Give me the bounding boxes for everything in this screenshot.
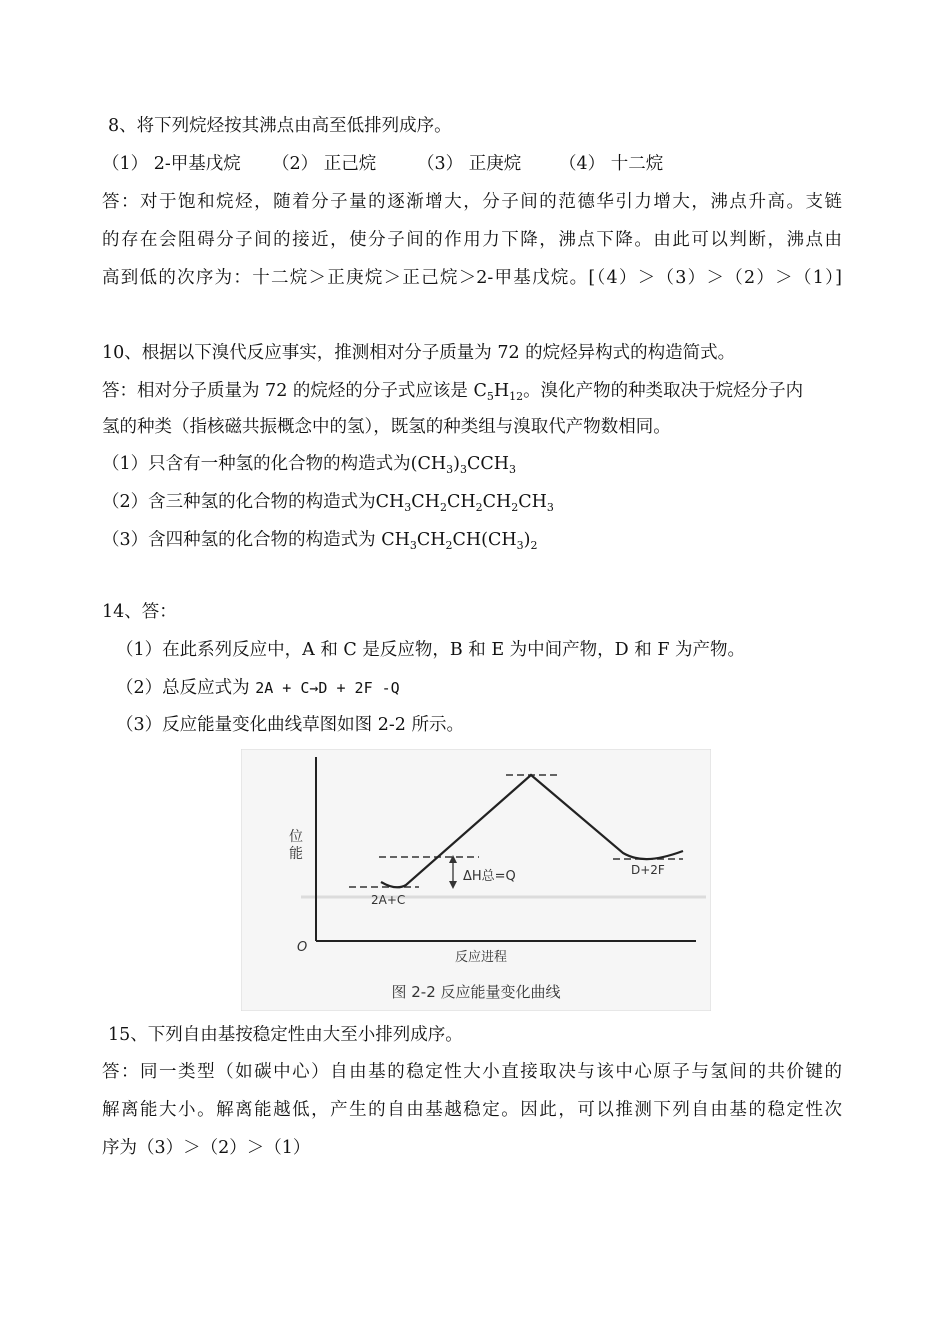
q10-item-2: （2）含三种氢的化合物的构造式为$CH_3CH_2CH_2CH_2CH_3$ — [102, 492, 554, 514]
q8-option-3: （3） 正庚烷 — [417, 154, 522, 174]
delta-h-label: ΔH总=Q — [463, 869, 516, 884]
q15-answer-line-1: 答：同一类型（如碳中心）自由基的稳定性大小直接取决与该中心原子与氢间的共价键的 — [102, 1062, 842, 1082]
y-axis-label-bottom: 能 — [289, 846, 303, 862]
product-label: D+2F — [631, 863, 665, 877]
q15-title: 15、下列自由基按稳定性由大至小排列成序。 — [108, 1025, 463, 1045]
origin-label: O — [297, 940, 308, 955]
q8-option-2: （2） 正己烷 — [272, 154, 377, 174]
q10-item-3: （3）含四种氢的化合物的构造式为 $CH_3CH_2CH(CH_3)_2$ — [102, 530, 538, 552]
q8-option-4: （4） 十二烷 — [559, 154, 664, 174]
energy-diagram-figure — [241, 749, 711, 1011]
q8-answer-line-1: 答：对于饱和烷烃，随着分子量的逐渐增大，分子间的范德华引力增大，沸点升高。支链 — [102, 192, 842, 212]
formula-pentane: $CH_3CH_2CH_2CH_2CH_3$ — [375, 492, 554, 514]
q8-answer-line-2: 的存在会阻碍分子间的接近，使分子间的作用力下降，沸点下降。由此可以判断，沸点由 — [102, 230, 842, 250]
q14-item-1: （1）在此系列反应中，A 和 C 是反应物，B 和 E 为中间产物，D 和 F 为产物。 — [116, 640, 746, 660]
q10-answer-line-2: 氢的种类（指核磁共振概念中的氢），既氢的种类组与溴取代产物数相同。 — [102, 417, 671, 437]
q15-answer-line-2: 解离能大小。解离能越低，产生的自由基越稳定。因此，可以推测下列自由基的稳定性次 — [102, 1100, 842, 1120]
reactant-label: 2A+C — [371, 893, 406, 907]
q8-title: 8、将下列烷烃按其沸点由高至低排列成序。 — [108, 116, 452, 136]
q8-options — [102, 152, 663, 176]
y-axis-label-top: 位 — [289, 829, 303, 845]
q8-option-1: （1） 2-甲基戊烷 — [102, 154, 241, 174]
overall-equation: 2A + C→D + 2F -Q — [255, 679, 400, 697]
x-axis-label: 反应进程 — [454, 950, 508, 965]
figure-caption: 图 2-2 反应能量变化曲线 — [391, 983, 561, 1001]
q15-answer-line-3: 序为（3）＞（2）＞（1） — [102, 1138, 311, 1158]
formula-isopentane: $CH_3CH_2CH(CH_3)_2$ — [381, 530, 538, 552]
q14-item-2: （2）总反应式为 2A + C→D + 2F -Q — [116, 678, 400, 698]
q8-answer-line-3: 高到低的次序为：十二烷＞正庚烷＞正己烷＞2-甲基戊烷。[（4）＞（3）＞（2）＞（1）] — [102, 268, 842, 288]
q10-answer-line-1: 答：相对分子质量为 72 的烷烃的分子式应该是 $C_5H_{12}$。溴化产物的种类取决于烷烃分子内 — [102, 381, 804, 403]
q14-title: 14、答： — [102, 602, 177, 622]
q10-title: 10、根据以下溴代反应事实，推测相对分子质量为 72 的烷烃异构式的构造简式。 — [102, 343, 736, 363]
q10-item-1: （1）只含有一种氢的化合物的构造式为$(CH_3)_3CCH_3$ — [102, 454, 516, 476]
formula-neopentane: $(CH_3)_3CCH_3$ — [410, 454, 516, 476]
q14-item-3: （3）反应能量变化曲线草图如图 2-2 所示。 — [116, 715, 464, 735]
